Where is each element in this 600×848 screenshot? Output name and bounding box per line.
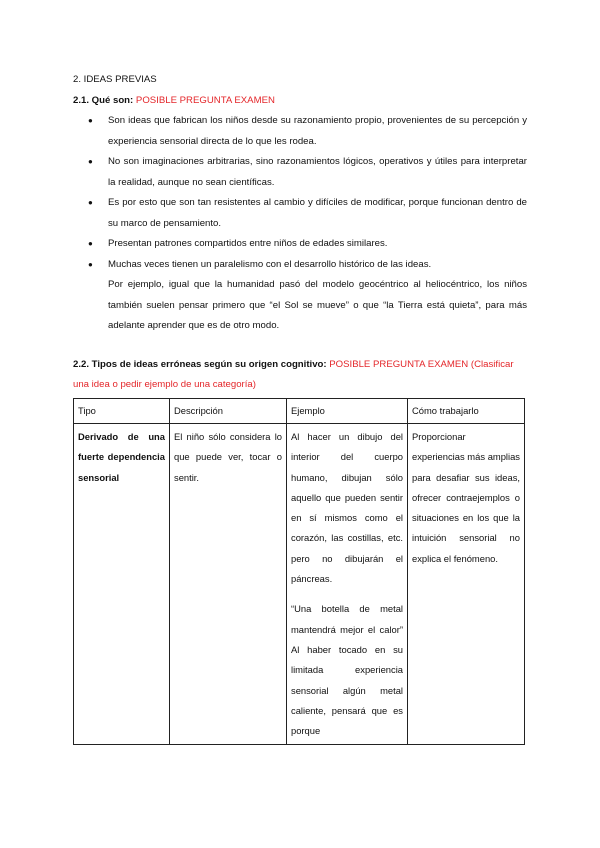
bullet-list	[86, 111, 527, 337]
table-header-row	[74, 399, 525, 424]
cell-tipo: Derivado de una fuerte dependencia sensorial	[74, 424, 170, 745]
column-header-como: Cómo trabajarlo	[408, 399, 525, 424]
cell-descripcion: El niño sólo considera lo que puede ver, tocar o sentir.	[170, 424, 287, 745]
ideas-table	[73, 398, 525, 745]
bullet-item: ● No son imaginaciones arbitrarias, sino razonamientos lógicos, operativos y útiles para interpretar la realidad, aunque no sean científicas.	[86, 152, 527, 193]
subsection-label: 2.1. Qué son:	[73, 95, 134, 106]
cell-como: Proporcionar experiencias más amplias para desafiar sus ideas, ofrecer contraejemplos o situaciones en los que la intuición sensorial no explica el fenómeno.	[408, 424, 525, 745]
example-text-1: Al hacer un dibujo del interior del cuerpo humano, dibujan sólo aquello que pueden sentir en sí mismos como el corazón, las costillas, etc. pero no dibujarán el páncreas.	[291, 431, 403, 585]
subsection-label: 2.2. Tipos de ideas erróneas según su origen cognitivo:	[73, 359, 327, 370]
column-header-tipo: Tipo	[74, 399, 170, 424]
column-header-ejemplo: Ejemplo	[287, 399, 408, 424]
exam-tag: POSIBLE PREGUNTA EXAMEN (Clasificar una idea o pedir ejemplo de una categoría)	[73, 359, 514, 390]
exam-tag: POSIBLE PREGUNTA EXAMEN	[135, 95, 275, 106]
example-text-2: “Una botella de metal mantendrá mejor el calor” Al haber tocado en su limitada experiencia sensorial algún metal caliente, pensará que es porque	[291, 603, 403, 737]
subsection-heading-2	[73, 355, 527, 395]
bullet-item: ● Presentan patrones compartidos entre niños de edades similares.	[86, 234, 527, 255]
cell-ejemplo	[287, 424, 408, 745]
table-row	[74, 424, 525, 745]
bullet-item: ● Muchas veces tienen un paralelismo con el desarrollo histórico de las ideas.	[86, 255, 527, 276]
bullet-item: ● Son ideas que fabrican los niños desde su razonamiento propio, provenientes de su percepción y experiencia sensorial directa de lo que les rodea.	[86, 111, 527, 152]
section-title: 2. IDEAS PREVIAS	[73, 74, 157, 85]
bullet-followup: Por ejemplo, igual que la humanidad pasó del modelo geocéntrico al heliocéntrico, los niños también suelen pensar primero que “el Sol se mueve” o que “la Tierra está quieta”, para más adelante aprender que es de otro modo.	[108, 279, 527, 331]
bullet-item: ● Es por esto que son tan resistentes al cambio y difíciles de modificar, porque funcionan dentro de su marco de pensamiento.	[86, 193, 527, 234]
subsection-heading-1	[73, 91, 527, 111]
column-header-descripcion: Descripción	[170, 399, 287, 424]
